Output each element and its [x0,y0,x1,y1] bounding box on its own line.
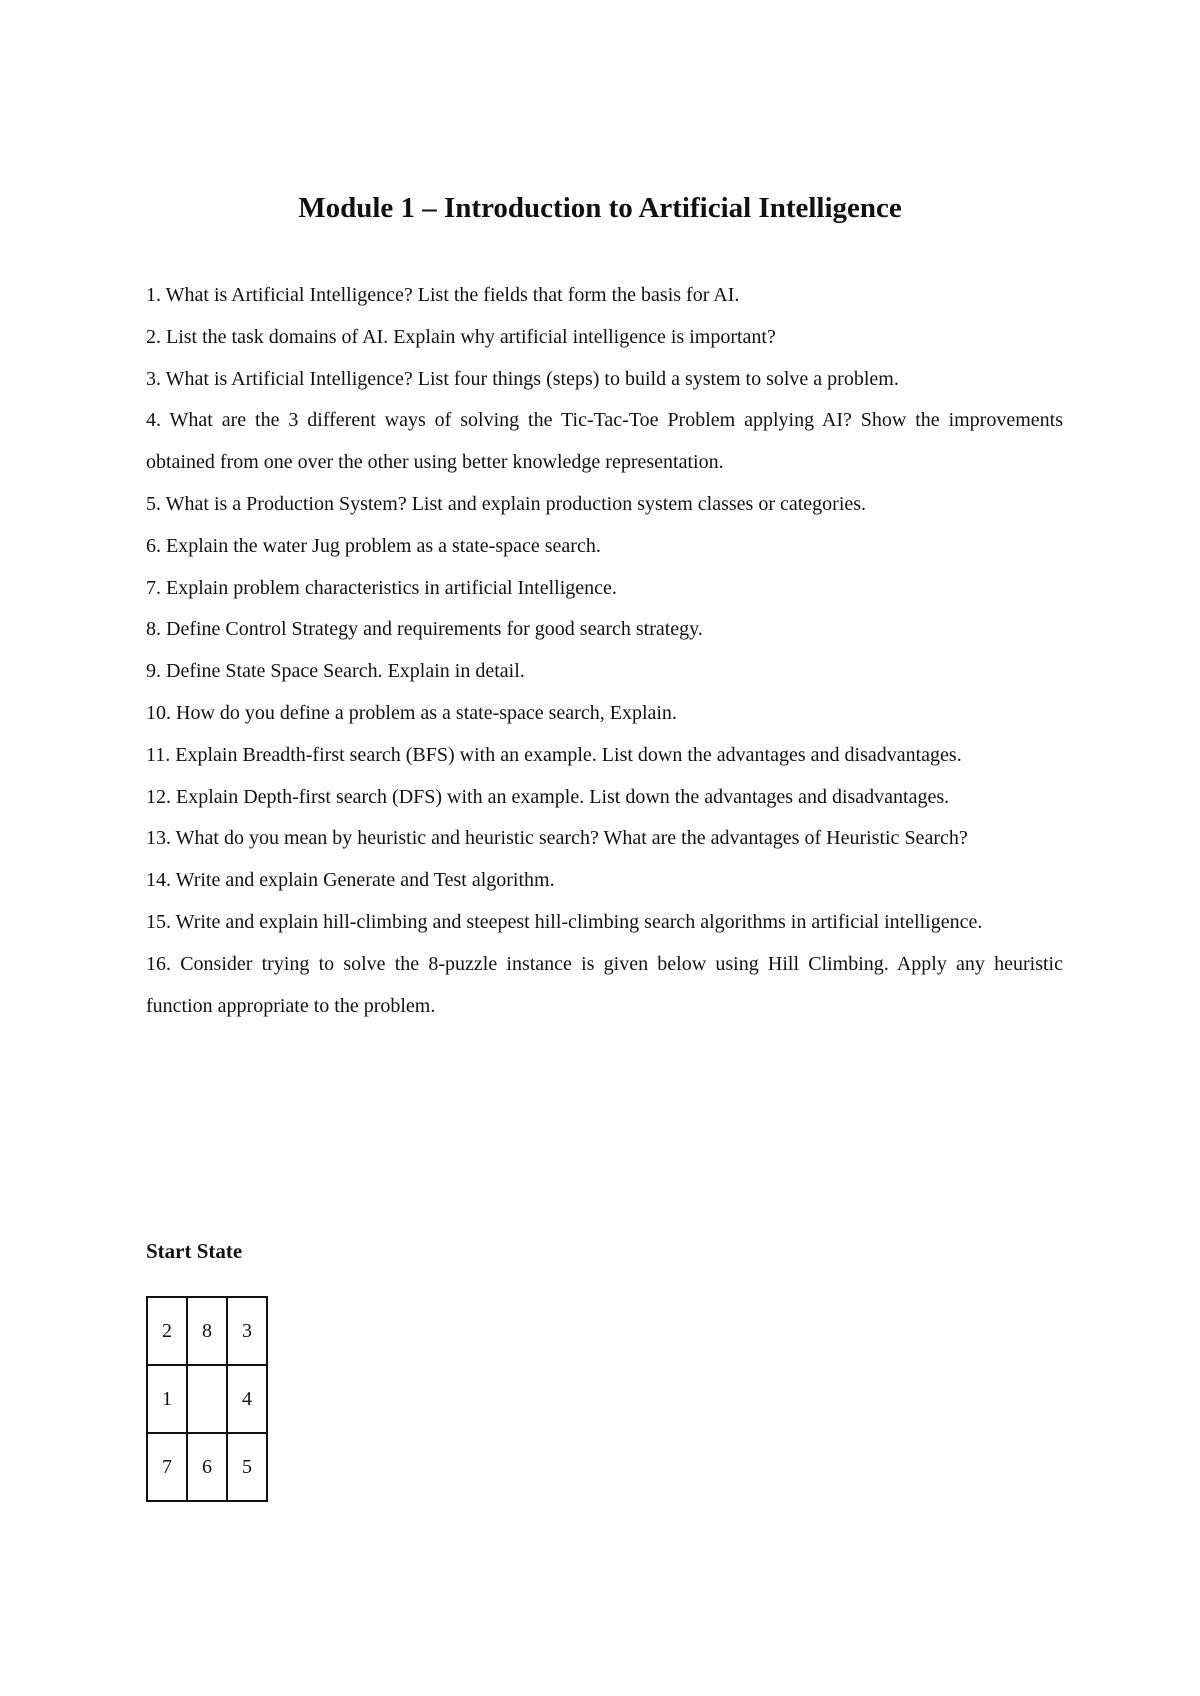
puzzle-cell-blank [187,1365,227,1433]
question-item: 4. What are the 3 different ways of solving the Tic-Tac-Toe Problem applying AI? Show the improvements obtained from one over the other using better knowledge representation. [146,409,1063,474]
question-item: 5. What is a Production System? List and explain production system classes or categories. [146,492,867,515]
question-item: 8. Define Control Strategy and requirements for good search strategy. [146,618,703,641]
question-item: 14. Write and explain Generate and Test algorithm. [146,869,555,892]
puzzle-cell: 1 [147,1365,187,1433]
question-item: 7. Explain problem characteristics in artificial Intelligence. [146,576,617,599]
question-list [146,275,1063,1027]
question-item: 12. Explain Depth-first search (DFS) with an example. List down the advantages and disadvantages. [146,785,950,808]
start-state-heading: Start State [146,1239,243,1263]
puzzle-cell: 6 [187,1433,227,1501]
question-item: 11. Explain Breadth-first search (BFS) with an example. List down the advantages and disadvantages. [146,743,962,766]
question-item: 16. Consider trying to solve the 8-puzzle instance is given below using Hill Climbing. Apply any heuristic function appropriate to the problem. [146,952,1063,1017]
question-item: 3. What is Artificial Intelligence? List four things (steps) to build a system to solve a problem. [146,367,899,390]
puzzle-cell: 7 [147,1433,187,1501]
question-item: 1. What is Artificial Intelligence? List the fields that form the basis for AI. [146,284,740,306]
puzzle-row [147,1433,267,1501]
puzzle-cell: 2 [147,1297,187,1365]
question-item: 15. Write and explain hill-climbing and steepest hill-climbing search algorithms in artificial intelligence. [146,910,983,933]
question-item: 9. Define State Space Search. Explain in detail. [146,660,525,683]
puzzle-cell: 3 [227,1297,267,1365]
puzzle-row [147,1365,267,1433]
question-item: 6. Explain the water Jug problem as a state-space search. [146,534,601,557]
puzzle-cell: 8 [187,1297,227,1365]
puzzle-cell: 5 [227,1433,267,1501]
page-title: Module 1 – Introduction to Artificial Intelligence [298,192,902,224]
puzzle-grid [146,1296,268,1502]
question-item: 13. What do you mean by heuristic and heuristic search? What are the advantages of Heuristic Search? [146,827,968,850]
question-item: 2. List the task domains of AI. Explain why artificial intelligence is important? [146,325,776,348]
question-item: 10. How do you define a problem as a state-space search, Explain. [146,701,677,724]
puzzle-row [147,1297,267,1365]
puzzle-cell: 4 [227,1365,267,1433]
